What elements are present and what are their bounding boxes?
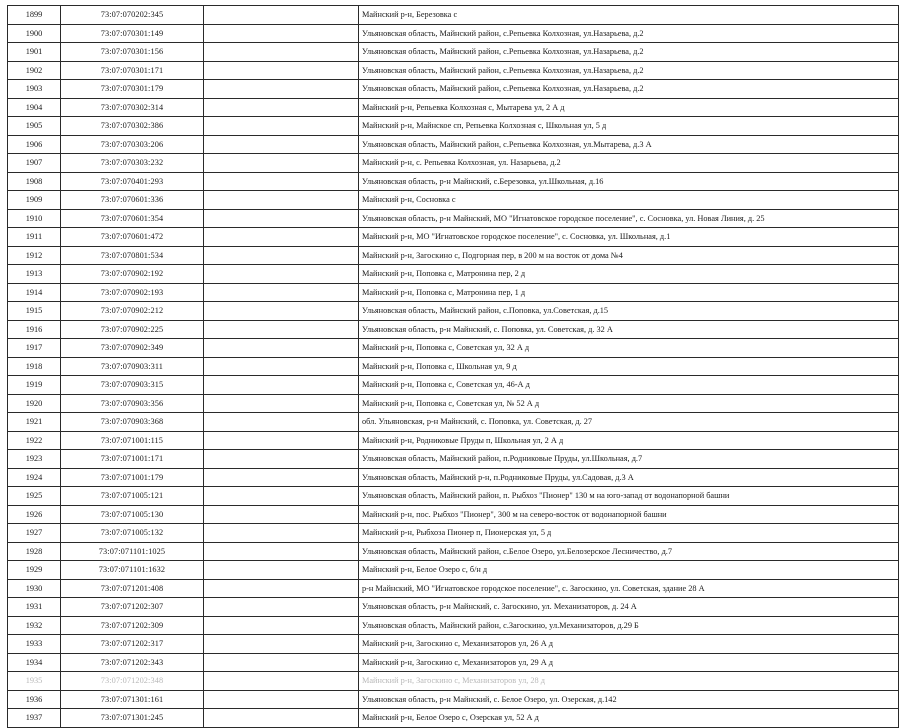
address-cell: Майнский р-н, пос. Рыбхоз "Пионер", 300 м на северо-восток от водонапорной башни [359, 505, 899, 524]
table-row [8, 191, 899, 210]
address-cell: Майнский р-н, Поповка с, Матронина пер, 2 д [359, 265, 899, 284]
table-row [8, 413, 899, 432]
empty-cell [204, 154, 359, 173]
address-cell: Майнский р-н, Поповка с, Советская ул, 46-А д [359, 376, 899, 395]
empty-cell [204, 246, 359, 265]
cadastral-number-cell: 73:07:070302:386 [61, 117, 204, 136]
table-row [8, 394, 899, 413]
table-row [8, 339, 899, 358]
address-cell: Майнский р-н, Загоскино с, Механизаторов ул, 28 д [359, 672, 899, 691]
empty-cell [204, 357, 359, 376]
row-number-cell: 1935 [8, 672, 61, 691]
table-row [8, 209, 899, 228]
cadastral-number-cell: 73:07:070202:345 [61, 6, 204, 25]
cadastral-number-cell: 73:07:071005:130 [61, 505, 204, 524]
table-row [8, 135, 899, 154]
table-row [8, 468, 899, 487]
empty-cell [204, 598, 359, 617]
empty-cell [204, 524, 359, 543]
address-cell: Ульяновская область, р-н Майнский, с. Поповка, ул. Советская, д. 32 А [359, 320, 899, 339]
table-row [8, 709, 899, 728]
cadastral-number-cell: 73:07:071301:245 [61, 709, 204, 728]
cadastral-number-cell: 73:07:071202:317 [61, 635, 204, 654]
table-row [8, 61, 899, 80]
row-number-cell: 1900 [8, 24, 61, 43]
cadastral-number-cell: 73:07:070902:192 [61, 265, 204, 284]
row-number-cell: 1933 [8, 635, 61, 654]
empty-cell [204, 117, 359, 136]
row-number-cell: 1903 [8, 80, 61, 99]
empty-cell [204, 542, 359, 561]
row-number-cell: 1905 [8, 117, 61, 136]
row-number-cell: 1915 [8, 302, 61, 321]
cadastral-number-cell: 73:07:071001:179 [61, 468, 204, 487]
cadastral-number-cell: 73:07:070601:336 [61, 191, 204, 210]
table-row [8, 265, 899, 284]
address-cell: Ульяновская область, Майнский район, п. Рыбхоз "Пионер" 130 м на юго-запад от водонапорной башни [359, 487, 899, 506]
address-cell: Майнский р-н, Майнское сп, Репьевка Колхозная с, Школьная ул, 5 д [359, 117, 899, 136]
address-cell: Майнский р-н, Сосновка с [359, 191, 899, 210]
empty-cell [204, 265, 359, 284]
table-row [8, 283, 899, 302]
cadastral-number-cell: 73:07:071101:1632 [61, 561, 204, 580]
table-row [8, 450, 899, 469]
table-row [8, 598, 899, 617]
table-row [8, 635, 899, 654]
empty-cell [204, 24, 359, 43]
empty-cell [204, 616, 359, 635]
empty-cell [204, 635, 359, 654]
empty-cell [204, 320, 359, 339]
cadastral-number-cell: 73:07:070801:534 [61, 246, 204, 265]
address-cell: Майнский р-н, Загоскино с, Механизаторов ул, 29 А д [359, 653, 899, 672]
address-cell: Майнский р-н, Белое Озеро с, б/н д [359, 561, 899, 580]
cadastral-number-cell: 73:07:071202:309 [61, 616, 204, 635]
row-number-cell: 1919 [8, 376, 61, 395]
row-number-cell: 1924 [8, 468, 61, 487]
address-cell: Ульяновская область, Майнский район, с.Репьевка Колхозная, ул.Назарьева, д.2 [359, 80, 899, 99]
table-row [8, 376, 899, 395]
table-row [8, 579, 899, 598]
table-row [8, 672, 899, 691]
table-row [8, 690, 899, 709]
address-cell: Ульяновская область, р-н Майнский, с. Белое Озеро, ул. Озерская, д.142 [359, 690, 899, 709]
address-cell: Ульяновская область, Майнский район, с.Загоскино, ул.Механизаторов, д.29 Б [359, 616, 899, 635]
row-number-cell: 1907 [8, 154, 61, 173]
address-cell: Ульяновская область, Майнский район, с.Белое Озеро, ул.Белозерское Лесничество, д.7 [359, 542, 899, 561]
empty-cell [204, 394, 359, 413]
empty-cell [204, 43, 359, 62]
row-number-cell: 1923 [8, 450, 61, 469]
row-number-cell: 1936 [8, 690, 61, 709]
address-cell: Майнский р-н, Репьевка Колхозная с, Мытарева ул, 2 А д [359, 98, 899, 117]
table-row [8, 302, 899, 321]
empty-cell [204, 98, 359, 117]
row-number-cell: 1937 [8, 709, 61, 728]
cadastral-number-cell: 73:07:071101:1025 [61, 542, 204, 561]
row-number-cell: 1920 [8, 394, 61, 413]
row-number-cell: 1929 [8, 561, 61, 580]
table-row [8, 80, 899, 99]
row-number-cell: 1902 [8, 61, 61, 80]
address-cell: Ульяновская область, Майнский район, с.Репьевка Колхозная, ул.Мытарева, д.3 А [359, 135, 899, 154]
cadastral-number-cell: 73:07:071301:161 [61, 690, 204, 709]
cadastral-number-cell: 73:07:071202:343 [61, 653, 204, 672]
row-number-cell: 1913 [8, 265, 61, 284]
address-cell: обл. Ульяновская, р-н Майнский, с. Поповка, ул. Советская, д. 27 [359, 413, 899, 432]
row-number-cell: 1912 [8, 246, 61, 265]
cadastral-number-cell: 73:07:070902:349 [61, 339, 204, 358]
cadastral-number-cell: 73:07:070303:232 [61, 154, 204, 173]
cadastral-number-cell: 73:07:070401:293 [61, 172, 204, 191]
address-cell: Майнский р-н, МО "Игнатовское городское поселение", с. Сосновка, ул. Школьная, д.1 [359, 228, 899, 247]
table-row [8, 357, 899, 376]
address-cell: Майнский р-н, Поповка с, Школьная ул, 9 д [359, 357, 899, 376]
table-row [8, 117, 899, 136]
empty-cell [204, 431, 359, 450]
empty-cell [204, 505, 359, 524]
address-cell: Ульяновская область, Майнский р-н, п.Родниковые Пруды, ул.Садовая, д.3 А [359, 468, 899, 487]
table-row [8, 320, 899, 339]
empty-cell [204, 339, 359, 358]
cadastral-number-cell: 73:07:070903:315 [61, 376, 204, 395]
cadastral-number-cell: 73:07:070601:354 [61, 209, 204, 228]
table-row [8, 616, 899, 635]
empty-cell [204, 487, 359, 506]
row-number-cell: 1926 [8, 505, 61, 524]
table-row [8, 505, 899, 524]
cadastral-number-cell: 73:07:071001:171 [61, 450, 204, 469]
table-row [8, 524, 899, 543]
table-row [8, 6, 899, 25]
row-number-cell: 1922 [8, 431, 61, 450]
empty-cell [204, 172, 359, 191]
address-cell: Майнский р-н, Родниковые Пруды п, Школьная ул, 2 А д [359, 431, 899, 450]
cadastral-number-cell: 73:07:070902:212 [61, 302, 204, 321]
address-cell: Ульяновская область, Майнский район, с.Репьевка Колхозная, ул.Назарьева, д.2 [359, 61, 899, 80]
row-number-cell: 1906 [8, 135, 61, 154]
empty-cell [204, 228, 359, 247]
cadastral-number-cell: 73:07:070601:472 [61, 228, 204, 247]
empty-cell [204, 80, 359, 99]
table-row [8, 98, 899, 117]
row-number-cell: 1934 [8, 653, 61, 672]
table-row [8, 487, 899, 506]
row-number-cell: 1910 [8, 209, 61, 228]
cadastral-number-cell: 73:07:070903:311 [61, 357, 204, 376]
row-number-cell: 1921 [8, 413, 61, 432]
table-row [8, 653, 899, 672]
address-cell: Майнский р-н, с. Репьевка Колхозная, ул. Назарьева, д.2 [359, 154, 899, 173]
empty-cell [204, 579, 359, 598]
address-cell: Ульяновская область, Майнский район, с.Репьевка Колхозная, ул.Назарьева, д.2 [359, 43, 899, 62]
row-number-cell: 1930 [8, 579, 61, 598]
property-register-table [7, 5, 899, 728]
cadastral-number-cell: 73:07:071202:307 [61, 598, 204, 617]
cadastral-number-cell: 73:07:070301:171 [61, 61, 204, 80]
address-cell: Майнский р-н, Березовка с [359, 6, 899, 25]
cadastral-number-cell: 73:07:070902:193 [61, 283, 204, 302]
row-number-cell: 1928 [8, 542, 61, 561]
address-cell: Ульяновская область, р-н Майнский, МО "Игнатовское городское поселение", с. Сосновка, ул. Новая Линия, д. 25 [359, 209, 899, 228]
cadastral-number-cell: 73:07:070303:206 [61, 135, 204, 154]
cadastral-number-cell: 73:07:070902:225 [61, 320, 204, 339]
row-number-cell: 1925 [8, 487, 61, 506]
row-number-cell: 1916 [8, 320, 61, 339]
empty-cell [204, 376, 359, 395]
table-row [8, 172, 899, 191]
row-number-cell: 1927 [8, 524, 61, 543]
empty-cell [204, 450, 359, 469]
empty-cell [204, 135, 359, 154]
empty-cell [204, 561, 359, 580]
table-row [8, 561, 899, 580]
address-cell: Майнский р-н, Загоскино с, Подгорная пер, в 200 м на восток от дома №4 [359, 246, 899, 265]
address-cell: Ульяновская область, Майнский район, с.Репьевка Колхозная, ул.Назарьева, д.2 [359, 24, 899, 43]
row-number-cell: 1908 [8, 172, 61, 191]
address-cell: Майнский р-н, Загоскино с, Механизаторов ул, 26 А д [359, 635, 899, 654]
address-cell: Ульяновская область, Майнский район, п.Родниковые Пруды, ул.Школьная, д.7 [359, 450, 899, 469]
table-row [8, 431, 899, 450]
row-number-cell: 1918 [8, 357, 61, 376]
cadastral-number-cell: 73:07:071202:348 [61, 672, 204, 691]
row-number-cell: 1911 [8, 228, 61, 247]
table-row [8, 24, 899, 43]
table-row [8, 154, 899, 173]
empty-cell [204, 61, 359, 80]
cadastral-number-cell: 73:07:071201:408 [61, 579, 204, 598]
address-cell: Майнский р-н, Белое Озеро с, Озерская ул, 52 А д [359, 709, 899, 728]
table-body [8, 6, 899, 728]
address-cell: Майнский р-н, Поповка с, Матронина пер, 1 д [359, 283, 899, 302]
row-number-cell: 1901 [8, 43, 61, 62]
cadastral-number-cell: 73:07:071001:115 [61, 431, 204, 450]
row-number-cell: 1932 [8, 616, 61, 635]
empty-cell [204, 302, 359, 321]
empty-cell [204, 191, 359, 210]
empty-cell [204, 709, 359, 728]
empty-cell [204, 283, 359, 302]
row-number-cell: 1909 [8, 191, 61, 210]
address-cell: Ульяновская область, Майнский район, с.Поповка, ул.Советская, д.15 [359, 302, 899, 321]
address-cell: Майнский р-н, Поповка с, Советская ул, 32 А д [359, 339, 899, 358]
table-row [8, 542, 899, 561]
table-row [8, 228, 899, 247]
empty-cell [204, 653, 359, 672]
empty-cell [204, 209, 359, 228]
table-row [8, 246, 899, 265]
row-number-cell: 1931 [8, 598, 61, 617]
cadastral-number-cell: 73:07:070903:368 [61, 413, 204, 432]
address-cell: Ульяновская область, р-н Майнский, с.Березовка, ул.Школьная, д.16 [359, 172, 899, 191]
row-number-cell: 1914 [8, 283, 61, 302]
cadastral-number-cell: 73:07:071005:121 [61, 487, 204, 506]
table-row [8, 43, 899, 62]
cadastral-number-cell: 73:07:070301:156 [61, 43, 204, 62]
address-cell: р-н Майнский, МО "Игнатовское городское поселение", с. Загоскино, ул. Советская, здание 28 А [359, 579, 899, 598]
address-cell: Майнский р-н, Рыбхоза Пионер п, Пионерская ул, 5 д [359, 524, 899, 543]
empty-cell [204, 413, 359, 432]
row-number-cell: 1917 [8, 339, 61, 358]
address-cell: Майнский р-н, Поповка с, Советская ул, № 52 А д [359, 394, 899, 413]
cadastral-number-cell: 73:07:070302:314 [61, 98, 204, 117]
cadastral-number-cell: 73:07:070301:149 [61, 24, 204, 43]
empty-cell [204, 672, 359, 691]
address-cell: Ульяновская область, р-н Майнский, с. Загоскино, ул. Механизаторов, д. 24 А [359, 598, 899, 617]
cadastral-number-cell: 73:07:071005:132 [61, 524, 204, 543]
cadastral-number-cell: 73:07:070301:179 [61, 80, 204, 99]
empty-cell [204, 6, 359, 25]
cadastral-number-cell: 73:07:070903:356 [61, 394, 204, 413]
empty-cell [204, 690, 359, 709]
empty-cell [204, 468, 359, 487]
row-number-cell: 1899 [8, 6, 61, 25]
row-number-cell: 1904 [8, 98, 61, 117]
